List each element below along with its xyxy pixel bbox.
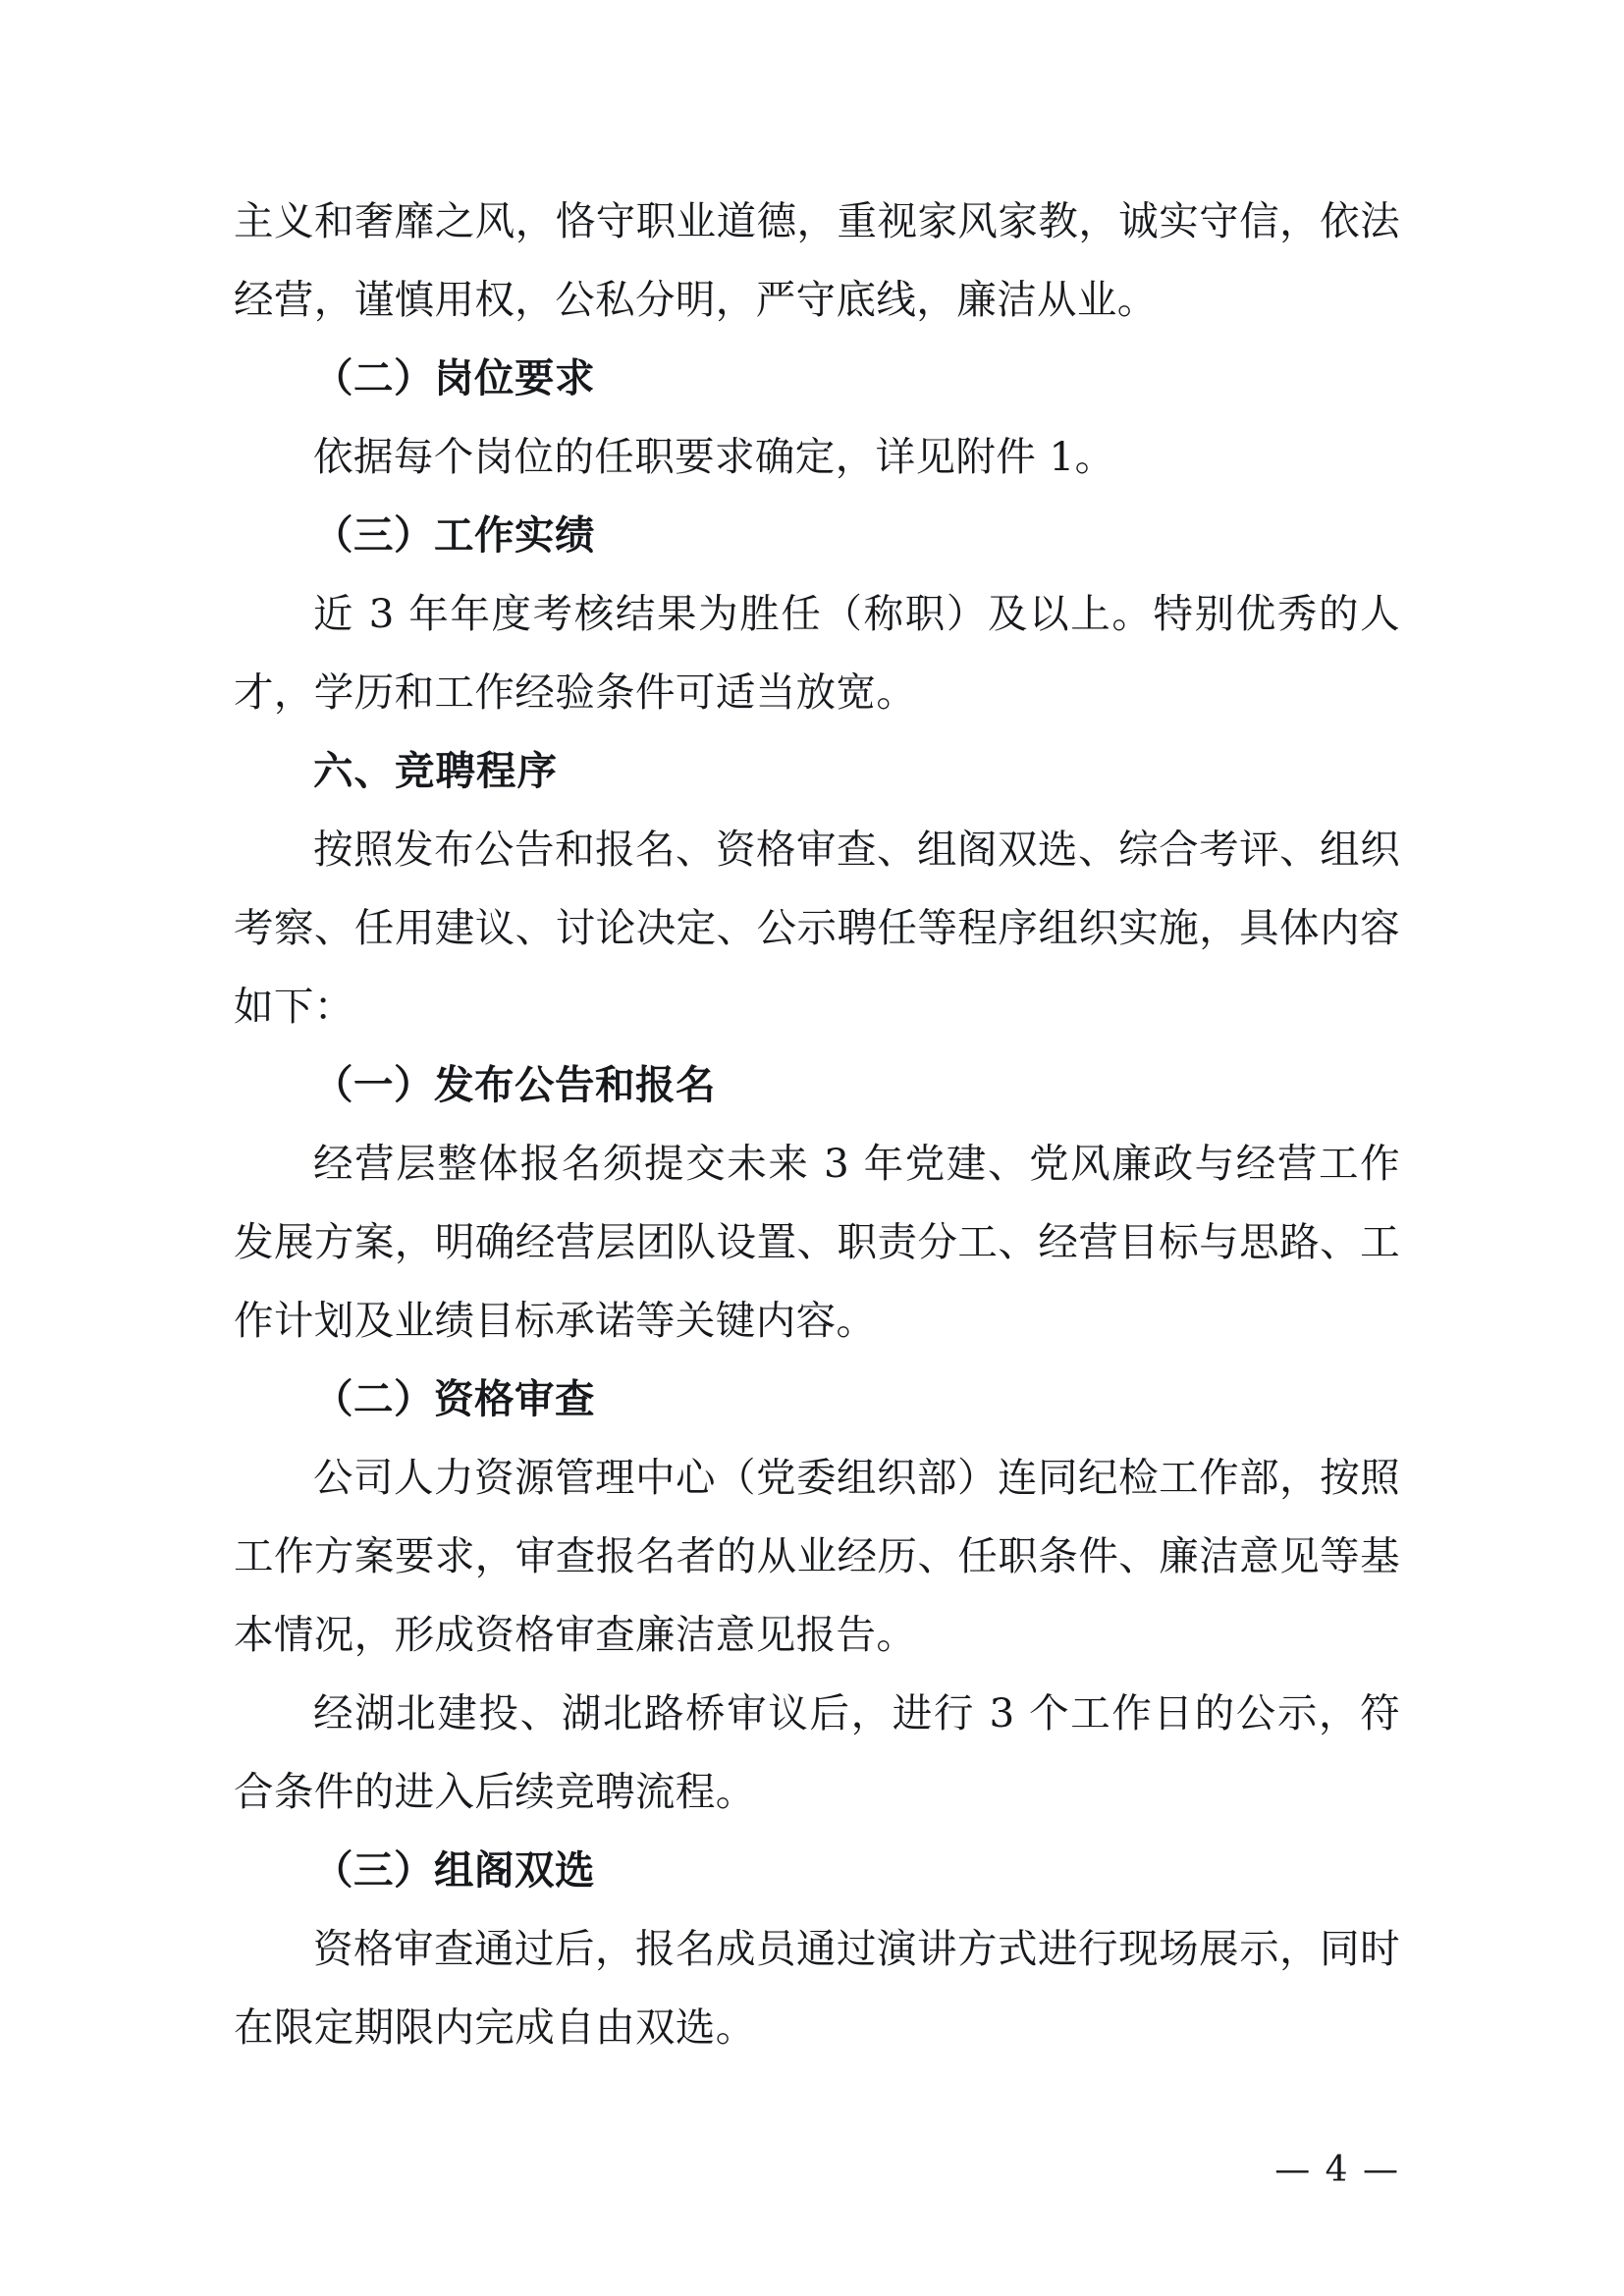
paragraph-announcement-registration: 经营层整体报名须提交未来 3 年党建、党风廉政与经营工作发展方案，明确经营层团队设置、职责分工、经营目标与思路、工作计划及业绩目标承诺等关键内容。 xyxy=(234,1140,1400,1344)
section-heading-post-requirements: （二）岗位要求 xyxy=(313,354,595,401)
paragraph-post-requirements: 依据每个岗位的任职要求确定，详见附件 1。 xyxy=(313,433,1115,480)
section-heading-cabinet-selection: （三）组阁双选 xyxy=(313,1846,595,1894)
paragraph-publicity-period: 经湖北建投、湖北路桥审议后，进行 3 个工作日的公示，符合条件的进入后续竞聘流程。 xyxy=(234,1689,1400,1815)
page-number: — 4 — xyxy=(1274,2150,1400,2190)
section-heading-announcement-registration: （一）发布公告和报名 xyxy=(313,1061,716,1108)
section-heading-competition-procedure: 六、竞聘程序 xyxy=(313,747,558,794)
paragraph-work-performance: 近 3 年年度考核结果为胜任（称职）及以上。特别优秀的人才，学历和工作经验条件可适当放宽。 xyxy=(234,590,1400,716)
paragraph-procedure-overview: 按照发布公告和报名、资格审查、组阁双选、综合考评、组织考察、任用建议、讨论决定、公示聘任等程序组织实施，具体内容如下： xyxy=(234,826,1400,1030)
document-body xyxy=(234,182,1400,2066)
section-heading-work-performance: （三）工作实绩 xyxy=(313,511,595,559)
section-heading-qualification-review: （二）资格审查 xyxy=(313,1375,595,1422)
paragraph-qualification-review: 公司人力资源管理中心（党委组织部）连同纪检工作部，按照工作方案要求，审查报名者的从业经历、任职条件、廉洁意见等基本情况，形成资格审查廉洁意见报告。 xyxy=(234,1454,1400,1658)
paragraph-continuation: 主义和奢靡之风，恪守职业道德，重视家风家教，诚实守信，依法经营，谨慎用权，公私分明，严守底线，廉洁从业。 xyxy=(234,197,1400,323)
paragraph-cabinet-selection: 资格审查通过后，报名成员通过演讲方式进行现场展示，同时在限定期限内完成自由双选。 xyxy=(234,1925,1400,2051)
